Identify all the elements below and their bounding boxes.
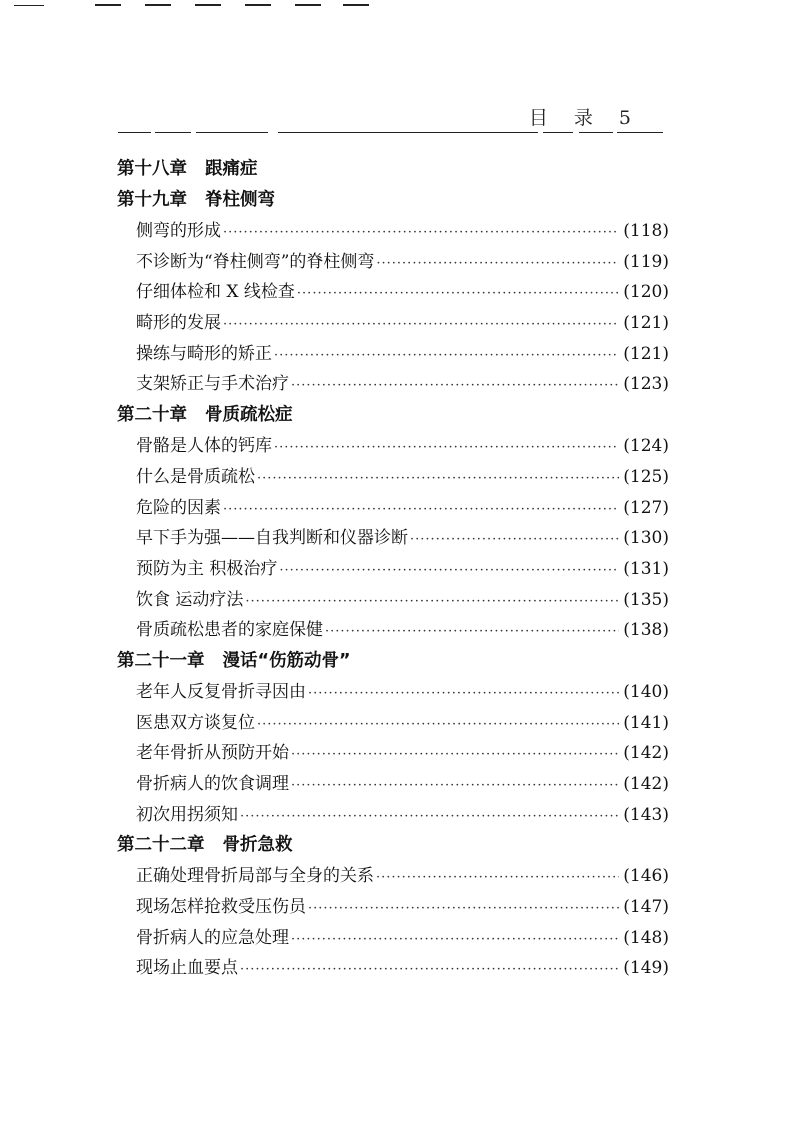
chapter-heading: [117, 154, 669, 185]
entry-title: 正确处理骨折局部与全身的关系: [136, 866, 374, 887]
page-header: [118, 103, 663, 133]
entry-page-number: (120): [623, 282, 669, 303]
toc-entry: [117, 615, 669, 646]
header-rule: [118, 132, 663, 133]
dot-leader: [297, 279, 619, 310]
entry-page-number: (131): [623, 558, 669, 579]
toc-entry: [117, 554, 669, 585]
entry-page-number: (146): [623, 866, 669, 887]
toc-entry: [117, 892, 669, 923]
entry-title: 早下手为强——自我判断和仪器诊断: [136, 528, 408, 549]
entry-page-number: (141): [623, 712, 669, 733]
entry-page-number: (118): [623, 221, 669, 241]
entry-title: 危险的因素: [136, 497, 221, 518]
toc-entry: [117, 247, 669, 278]
entry-title: 现场怎样抢救受压伤员: [136, 897, 306, 918]
entry-title: 老年人反复骨折寻因由: [136, 681, 306, 702]
dot-leader: [376, 863, 619, 894]
entry-title: 骨折病人的饮食调理: [136, 774, 289, 794]
toc-entry: [117, 677, 669, 708]
entry-title: 支架矫正与手术治疗: [136, 374, 289, 395]
entry-page-number: (148): [623, 927, 669, 948]
toc-entry: [117, 953, 669, 984]
entry-page-number: (135): [623, 589, 669, 610]
dot-leader: [376, 249, 619, 280]
dot-leader: [279, 556, 619, 587]
dot-leader: [240, 802, 619, 833]
dot-leader: [274, 341, 619, 372]
toc-entry: [117, 369, 669, 400]
entry-title: 预防为主 积极治疗: [136, 558, 278, 579]
chapter-number: 第二十章: [117, 405, 187, 426]
chapter-number: 第十八章: [117, 159, 187, 179]
entry-page-number: (130): [623, 528, 669, 549]
toc-entry: [117, 277, 669, 308]
dot-leader: [223, 495, 619, 526]
entry-title: 仔细体检和 X 线检查: [136, 282, 295, 303]
entry-title: 现场止血要点: [136, 958, 238, 979]
toc-entry: [117, 308, 669, 339]
chapter-heading: [117, 185, 669, 216]
dot-leader: [245, 587, 619, 618]
entry-page-number: (142): [623, 743, 669, 764]
chapter-number: 第二十一章: [117, 650, 205, 671]
dot-leader: [410, 525, 619, 556]
dot-leader: [308, 894, 619, 925]
toc-entry: [117, 769, 669, 800]
entry-page-number: (121): [623, 343, 669, 364]
chapter-heading: [117, 646, 669, 677]
entry-page-number: (147): [623, 897, 669, 918]
toc-entry: [117, 923, 669, 954]
chapter-title: 脊柱侧弯: [205, 190, 275, 210]
entry-title: 医患双方谈复位: [136, 712, 255, 733]
entry-title: 初次用拐须知: [136, 804, 238, 825]
entry-page-number: (140): [623, 681, 669, 702]
dot-leader: [291, 771, 619, 802]
chapter-heading: [117, 830, 669, 861]
entry-title: 不诊断为“脊柱侧弯”的脊柱侧弯: [136, 251, 375, 272]
entry-title: 什么是骨质疏松: [136, 466, 255, 487]
toc-entry: [117, 493, 669, 524]
dot-leader: [308, 679, 619, 710]
entry-title: 骨折病人的应急处理: [136, 927, 289, 948]
toc-entry: [117, 738, 669, 769]
chapter-heading: [117, 400, 669, 431]
entry-page-number: (149): [623, 958, 669, 979]
toc-entry: [117, 462, 669, 493]
chapter-title: 跟痛症: [205, 159, 258, 179]
toc-entry: [117, 800, 669, 831]
dot-leader: [240, 955, 619, 986]
entry-title: 侧弯的形成: [136, 221, 221, 241]
running-head: 目 录 5: [528, 107, 641, 129]
dot-leader: [291, 371, 619, 402]
chapter-title: 骨质疏松症: [205, 405, 293, 426]
entry-title: 老年骨折从预防开始: [136, 743, 289, 764]
entry-title: 操练与畸形的矫正: [136, 343, 272, 364]
toc-entry: [117, 216, 669, 247]
dot-leader: [223, 310, 619, 341]
dot-leader: [325, 617, 619, 648]
entry-title: 畸形的发展: [136, 313, 221, 334]
toc-entry: [117, 339, 669, 370]
top-edge-marks: [0, 0, 793, 12]
dot-leader: [291, 740, 619, 771]
entry-page-number: (127): [623, 497, 669, 518]
chapter-number: 第二十二章: [117, 835, 205, 856]
entry-title: 骨骼是人体的钙库: [136, 436, 272, 457]
entry-page-number: (125): [623, 466, 669, 487]
dot-leader: [223, 218, 619, 249]
dot-leader: [274, 433, 619, 464]
entry-page-number: (121): [623, 313, 669, 334]
dot-leader: [257, 464, 619, 495]
entry-page-number: (123): [623, 374, 669, 395]
toc-entry: [117, 523, 669, 554]
entry-page-number: (142): [623, 774, 669, 794]
entry-title: 饮食 运动疗法: [136, 589, 244, 610]
entry-page-number: (143): [623, 804, 669, 825]
entry-page-number: (119): [623, 251, 669, 272]
dot-leader: [257, 710, 619, 741]
entry-title: 骨质疏松患者的家庭保健: [136, 620, 323, 641]
chapter-title: 漫话“伤筋动骨”: [222, 650, 351, 671]
toc-entry: [117, 431, 669, 462]
entry-page-number: (124): [623, 436, 669, 457]
chapter-number: 第十九章: [117, 190, 187, 210]
table-of-contents: [117, 154, 669, 984]
entry-page-number: (138): [623, 620, 669, 641]
toc-entry: [117, 708, 669, 739]
toc-entry: [117, 861, 669, 892]
toc-entry: [117, 585, 669, 616]
dot-leader: [291, 925, 619, 956]
chapter-title: 骨折急救: [222, 835, 293, 856]
